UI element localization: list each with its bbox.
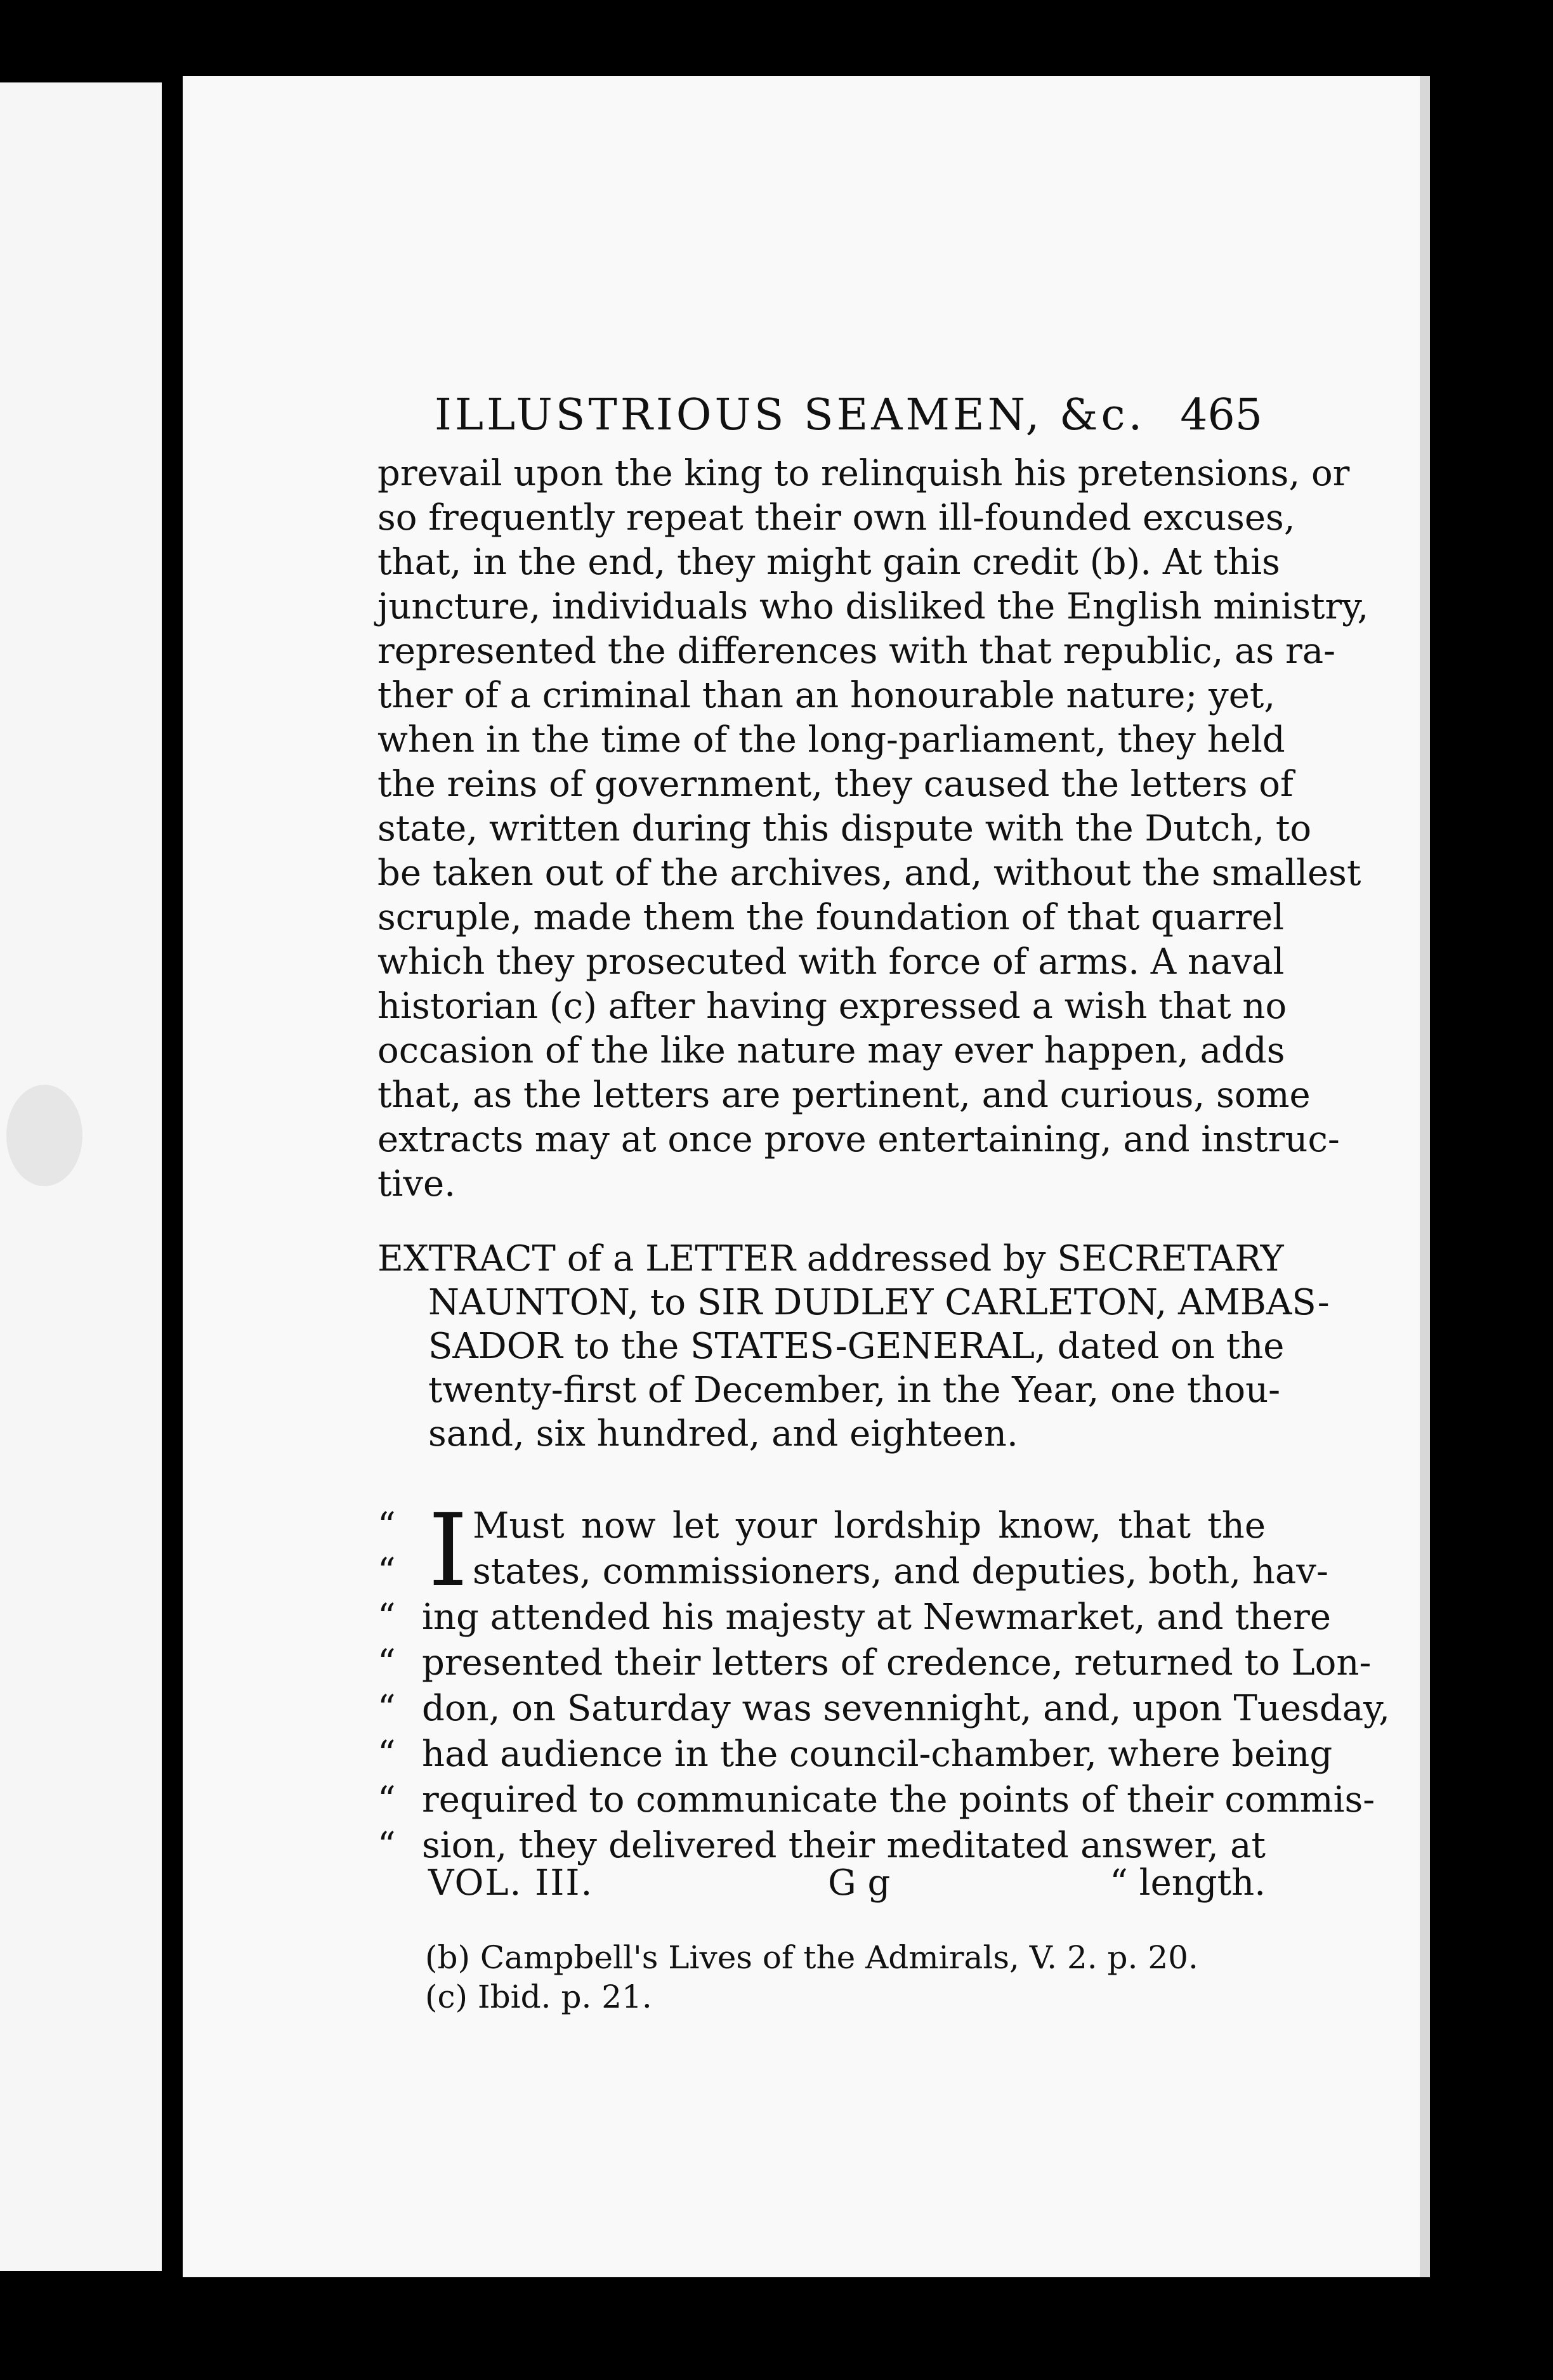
letter-line xyxy=(377,1549,1328,1595)
heading-line: EXTRACT of a LETTER addressed by SECRETARY xyxy=(377,1238,1284,1279)
letter-line xyxy=(377,1777,1375,1823)
letter-line xyxy=(377,1595,1331,1640)
quote-mark: “ xyxy=(377,1642,396,1684)
left-page xyxy=(0,82,162,2271)
body-line: historian (c) after having expressed a wish that no xyxy=(377,986,1287,1027)
quote-mark: “ xyxy=(377,1825,396,1866)
body-line: that, in the end, they might gain credit (b). At this xyxy=(377,542,1280,583)
heading-line: sand, six hundred, and eighteen. xyxy=(428,1413,1018,1455)
letter-extract xyxy=(377,1493,1391,1869)
letter-text: sion, they delivered their meditated answer, at xyxy=(422,1825,1266,1866)
body-line: be taken out of the archives, and, without the smallest xyxy=(377,853,1361,894)
body-line: occasion of the like nature may ever happen, adds xyxy=(377,1030,1285,1071)
volume-label: VOL. III. xyxy=(428,1862,594,1904)
body-line: that, as the letters are pertinent, and curious, some xyxy=(377,1075,1311,1116)
body-line: when in the time of the long-parliament, they held xyxy=(377,719,1285,761)
catchword: “ length. xyxy=(1110,1862,1266,1904)
letter-line xyxy=(377,1640,1372,1686)
signature-line xyxy=(428,1862,1266,1907)
letter-text: don, on Saturday was sevennight, and, upon Tuesday, xyxy=(422,1688,1391,1729)
page-number: 465 xyxy=(1180,390,1262,440)
signature-mark: G g xyxy=(828,1862,891,1904)
heading-line: twenty-first of December, in the Year, one thou- xyxy=(428,1370,1281,1411)
quote-mark: “ xyxy=(377,1597,396,1638)
quote-mark: “ xyxy=(377,1551,396,1592)
footnote: (b) Campbell's Lives of the Admirals, V. 2. p. 20. xyxy=(425,1939,1198,1976)
body-line: the reins of government, they caused the letters of xyxy=(377,764,1294,805)
page-smudge xyxy=(6,1085,82,1186)
body-line: state, written during this dispute with the Dutch, to xyxy=(377,808,1312,849)
letter-line xyxy=(377,1732,1333,1777)
heading-line: NAUNTON, to SIR DUDLEY CARLETON, AMBAS- xyxy=(428,1282,1330,1323)
quote-mark: “ xyxy=(377,1505,396,1546)
body-line: represented the differences with that republic, as ra- xyxy=(377,631,1336,672)
extract-heading xyxy=(377,1237,1330,1456)
page-header xyxy=(435,390,1262,447)
body-line: ther of a criminal than an honourable nature; yet, xyxy=(377,675,1276,716)
body-line: scruple, made them the foundation of that quarrel xyxy=(377,897,1285,938)
body-line: extracts may at once prove entertaining, and instruc- xyxy=(377,1119,1340,1160)
letter-text: required to communicate the points of their commis- xyxy=(422,1779,1375,1821)
footnote: (c) Ibid. p. 21. xyxy=(425,1978,652,2015)
letter-text: had audience in the council-chamber, where being xyxy=(422,1734,1333,1775)
body-text xyxy=(377,452,1369,1206)
body-line: tive. xyxy=(377,1163,455,1205)
heading-line: SADOR to the STATES-GENERAL, dated on the xyxy=(428,1326,1285,1367)
body-line: juncture, individuals who disliked the English ministry, xyxy=(377,586,1369,627)
letter-line xyxy=(377,1686,1391,1732)
page-edge xyxy=(1420,76,1430,2277)
quote-mark: “ xyxy=(377,1779,396,1821)
letter-text: Must now let your lordship know, that the xyxy=(473,1505,1266,1546)
quote-mark: “ xyxy=(377,1688,396,1729)
footnotes xyxy=(425,1938,1250,2017)
quote-mark: “ xyxy=(377,1734,396,1775)
letter-line xyxy=(377,1503,1266,1549)
letter-text: presented their letters of credence, returned to Lon- xyxy=(422,1642,1372,1684)
body-line: so frequently repeat their own ill-founded excuses, xyxy=(377,497,1295,539)
body-line: which they prosecuted with force of arms. A naval xyxy=(377,941,1285,983)
drop-cap: I xyxy=(428,1493,468,1609)
letter-text: ing attended his majesty at Newmarket, and there xyxy=(422,1597,1331,1638)
running-head: ILLUSTRIOUS SEAMEN, &c. xyxy=(435,390,1146,440)
body-line: prevail upon the king to relinquish his pretensions, or xyxy=(377,453,1350,494)
letter-text: states, commissioners, and deputies, both, hav- xyxy=(473,1551,1328,1592)
